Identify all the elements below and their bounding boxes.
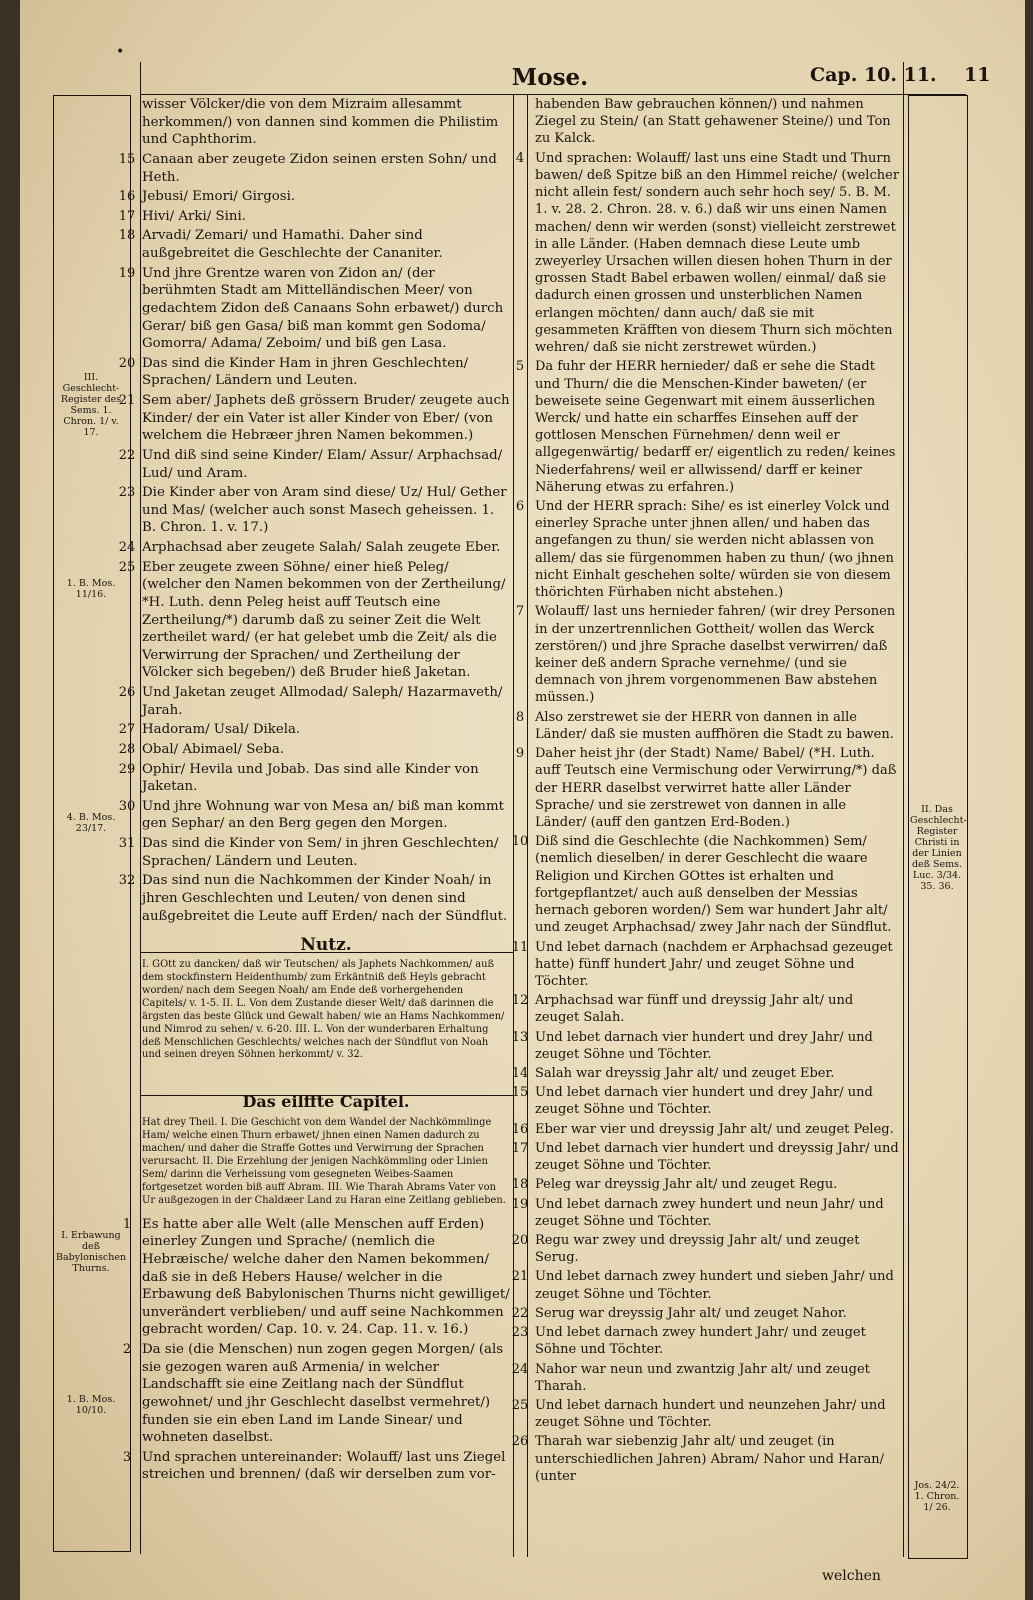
verse-text: Es hatte aber alle Welt (alle Menschen auff Erden) einerley Zungen und Sprache/ (nemlich die Hebræische/ welche daher den Namen bekommen/ daß sie in deß Hebers Hause/ welcher in die Erbawung deß Babylonischen Thurns nicht gewilliget/ unverändert verblieben/ und auff seine Nachkommen gebracht worden/ Cap. 10. v. 24. Cap. 11. v. 16.)	[142, 1216, 510, 1338]
verse-number: 11	[511, 939, 529, 955]
verse-number: 23	[118, 485, 136, 501]
verse	[118, 392, 510, 445]
left-column	[118, 96, 510, 1486]
verse	[511, 1029, 900, 1063]
verse-text: Und lebet darnach zwey hundert und sieben Jahr/ und zeuget Söhne und Töchter.	[535, 1269, 894, 1302]
chapter-heading: Das eilffte Capitel.	[242, 1092, 410, 1112]
verse	[118, 761, 510, 796]
verse	[515, 358, 900, 496]
margin-note-right: II. Das Geschlecht-Register Christi in der Linien deß Sems. Luc. 3/34. 35. 36.	[910, 804, 967, 892]
verse	[511, 992, 900, 1026]
verse-number: 18	[511, 1177, 529, 1193]
verse	[515, 603, 900, 706]
verse-number: 22	[511, 1305, 529, 1321]
verse	[122, 1216, 510, 1339]
verse-text: Arphachsad aber zeugete Salah/ Salah zeugete Eber.	[142, 540, 501, 555]
verse	[511, 1324, 900, 1358]
right-column-rule	[903, 62, 904, 1557]
verse-text: Und lebet darnach vier hundert und drey Jahr/ und zeuget Söhne und Töchter.	[535, 1029, 873, 1062]
verse-number: 25	[118, 559, 136, 575]
verse-text: Das sind die Kinder Ham in jhren Geschlechten/ Sprachen/ Ländern und Leuten.	[142, 355, 469, 389]
verse-number: 28	[118, 741, 136, 757]
verse-text: Regu war zwey und dreyssig Jahr alt/ und zeuget Serug.	[535, 1233, 860, 1266]
verse-text: Da sie (die Menschen) nun zogen gegen Morgen/ (als sie gezogen waren auß Armenia/ in welcher Landschafft sie eine Zeitlang nach der Sündflut gewohnet/ und jhr Geschlecht daselbst vermehret/) funden sie ein eben Land im Lande Sinear/ und wohneten daselbst.	[142, 1342, 504, 1446]
margin-note-left: 1. B. Mos. 10/10.	[66, 1394, 116, 1416]
margin-note-right: Jos. 24/2. 1. Chron. 1/ 26.	[914, 1480, 960, 1513]
verse-text: Arphachsad war fünff und dreyssig Jahr alt/ und zeuget Salah.	[535, 993, 854, 1026]
verse-number: 15	[118, 151, 136, 167]
verse	[515, 150, 900, 357]
verse	[511, 1065, 900, 1082]
left-column-rule	[140, 62, 141, 1554]
verse	[122, 1341, 510, 1447]
verse-text: Wolauff/ last uns hernieder fahren/ (wir drey Personen in der unzertrennlichen Gottheit/ wollen das Werck zerstören/) und jhre Sprache daselbst verwirren/ daß keiner deß andern Sprache vernehme/ (und sie demnach von jhrem vorgenommenen Baw abstehen müssen.)	[535, 604, 896, 706]
verse-number: 7	[515, 604, 525, 620]
verse-text: Jebusi/ Emori/ Girgosi.	[142, 189, 296, 205]
verse-number: 24	[511, 1361, 529, 1377]
verse	[511, 1268, 900, 1302]
verse	[118, 721, 510, 739]
verse-text: Tharah war siebenzig Jahr alt/ und zeuget (in unterschiedlichen Jahren) Abram/ Nahor und Haran/ (unter	[535, 1434, 884, 1484]
verse	[511, 939, 900, 991]
verse-number: 22	[118, 447, 136, 463]
verse-text: Und lebet darnach vier hundert und drey Jahr/ und zeuget Söhne und Töchter.	[535, 1085, 873, 1118]
verse	[511, 1176, 900, 1193]
speck: •	[116, 44, 125, 60]
verse-text: Eber zeugete zween Söhne/ einer hieß Peleg/ (welcher den Namen bekommen von der Zertheilung/ *H. Luth. denn Peleg heist auff Teutsch eine Zertheilung/*) darumb daß zu seiner Zeit die Welt zertheilet ward/ (er hat gelebet umb die Zeit/ als die Verwirrung der Sprachen/ und Zertheilung der Völcker sich begeben/) deß Bruder hieß Jaketan.	[142, 559, 506, 681]
verse-number: 14	[511, 1066, 529, 1082]
verse-text: Und Jaketan zeuget Allmodad/ Saleph/ Hazarmaveth/ Jarah.	[142, 685, 503, 718]
nutz-text: I. GOtt zu dancken/ daß wir Teutschen/ als Japhets Nachkommen/ auß dem stockfinstern Heidenthumb/ zum Erkäntniß deß Heyls gebracht worden/ nach dem Seegen Noah/ am Ende deß vorhergehenden Capitels/ v. 1-5. II. L. Von dem Zustande dieser Welt/ daß darinnen die ärgsten das beste Glück und Gewalt haben/ wie an Hams Nachkommen/ und Nimrod zu sehen/ v. 6-20. III. L. Von der wunderbaren Erhaltung deß Menschlichen Geschlechts/ welches nach der Sündflut von Noah und seinen dreyen Söhnen herkommt/ v. 32.	[142, 959, 505, 1061]
verse	[118, 265, 510, 353]
verse-text: Obal/ Abimael/ Seba.	[142, 741, 285, 757]
verse-number: 18	[118, 228, 136, 244]
verse	[118, 188, 510, 206]
verse-number: 12	[511, 993, 529, 1009]
chapter-reference: Cap. 10. 11.	[810, 64, 937, 86]
verse-text: Und der HERR sprach: Sihe/ es ist einerley Volck und einerley Sprache unter jhnen allen/ und haben das angefangen zu thun/ sie werden nicht ablassen von allem/ das sie fürgenommen haben zu thun/ (wo jhnen nicht Einhalt geschehen solte/ würden sie von diesem thörichten Fürhaben nicht abstehen.)	[535, 499, 894, 601]
verse-text: Und jhre Grentze waren von Zidon an/ (der berühmten Stadt am Mittelländischen Meer/ von gedachtem Zidon deß Canaans Sohn erbawet/) durch Gerar/ biß gen Gasa/ biß man kommt gen Sodoma/ Gomorra/ Adama/ Zeboim/ und biß gen Lasa.	[142, 265, 504, 352]
verse	[118, 539, 510, 557]
margin-note-left: III. Geschlecht-Register des Sems. 1. Chron. 1/ v. 17.	[60, 372, 122, 438]
verse	[511, 1361, 900, 1395]
verse-number: 32	[118, 873, 136, 889]
verse-text: Da fuhr der HERR hernieder/ daß er sehe die Stadt und Thurn/ die die Menschen-Kinder baweten/ (er beweisete seine Gegenwart mit einem äusserlichen Werck/ und hatte ein scharffes Einsehen auff der gottlosen Menschen Fürnehmen/ denn weil er allgegenwärtig/ bedarff er/ eigentlich zu reden/ keines Niederfahrens/ weil er allwissend/ darff er keiner Näherung etwas zu erfahren.)	[535, 359, 896, 495]
running-title: Mose.	[511, 64, 589, 91]
verse-number: 20	[511, 1233, 529, 1248]
verse	[511, 1140, 900, 1174]
verse-number: 10	[511, 834, 529, 850]
verse-number: 19	[511, 1196, 529, 1212]
verse-text: Serug war dreyssig Jahr alt/ und zeuget Nahor.	[535, 1305, 847, 1321]
verse-number: 16	[511, 1121, 529, 1137]
verse-number: 2	[122, 1342, 132, 1358]
verse-text: Und lebet darnach zwey hundert Jahr/ und zeuget Söhne und Töchter.	[535, 1325, 866, 1358]
verse	[515, 745, 900, 831]
verse-text: Und jhre Wohnung war von Mesa an/ biß man kommt gen Sephar/ an den Berg gegen den Morgen.	[142, 798, 504, 832]
verse	[511, 1397, 900, 1431]
verse-number: 24	[118, 540, 136, 555]
verse-text: Und lebet darnach hundert und neunzehen Jahr/ und zeuget Söhne und Töchter.	[535, 1397, 886, 1431]
verse-number: 16	[118, 189, 136, 205]
catchword: welchen	[822, 1568, 881, 1584]
verse	[511, 833, 900, 936]
verse-number: 25	[511, 1397, 529, 1413]
verse-number: 27	[118, 722, 136, 738]
verse	[515, 498, 900, 601]
verse	[118, 208, 510, 226]
verse	[511, 1232, 900, 1266]
verse-text: wisser Völcker/die von dem Mizraim allesammt herkommen/) von dannen sind kommen die Philistim und Caphthorim.	[142, 97, 499, 148]
verse	[118, 227, 510, 262]
verse-number: 26	[511, 1434, 529, 1450]
verse-text: Arvadi/ Zemari/ und Hamathi. Daher sind außgebreitet die Geschlechte der Cananiter.	[142, 228, 443, 261]
verse-text: Und diß sind seine Kinder/ Elam/ Assur/ Arphachsad/ Lud/ und Aram.	[142, 447, 503, 481]
verse-text: Diß sind die Geschlechte (die Nachkommen) Sem/ (nemlich dieselben/ in derer Geschlecht die waare Religion und Kirchen GOttes ist erhalten und fortgepflantzet/ auch auß denselben der Messias hernach geboren worden/) Sem war hundert Jahr alt/ und zeuget Arphachsad/ zwey Jahr nach der Sündflut.	[535, 834, 892, 936]
right-column	[511, 96, 900, 1487]
verse	[118, 447, 510, 482]
verse	[118, 484, 510, 537]
verse-number: 19	[118, 265, 136, 281]
verse-text: Sem aber/ Japhets deß grössern Bruder/ zeugete auch Kinder/ der ein Vater ist aller Kinder von Eber/ (von welchem die Hebræer jhren Namen bekommen.)	[142, 393, 510, 444]
verse-text: Hivi/ Arki/ Sini.	[142, 208, 246, 224]
verse-text: Daher heist jhr (der Stadt) Name/ Babel/ (*H. Luth. auff Teutsch eine Vermischung oder Verwirrung/*) daß der HERR daselbst verwirret hatte aller Länder Sprache/ und sie zerstrewet von dannen in alle Länder/ (auff den gantzen Erd-Boden.)	[535, 746, 897, 830]
verse-number: 3	[122, 1449, 132, 1465]
verse	[118, 872, 510, 925]
verse-number: 17	[511, 1140, 529, 1156]
verse-number: 17	[118, 208, 136, 224]
verse-text: Und sprachen: Wolauff/ last uns eine Stadt und Thurn bawen/ deß Spitze biß an den Himmel reiche/ (welcher nicht allein fest/ sondern auch sehr hoch sey/ 5. B. M. 1. v. 28. 2. Chron. 28. v. 6.) daß wir uns einen Namen machen/ denn wir werden (sonst) vielleicht zerstrewet in alle Länder. (Haben demnach diese Leute umb zweyerley Ursachen willen diesen hohen Thurn in der grossen Stadt Babel erbawen wollen/ einmal/ daß sie dadurch einen grossen und unsterblichen Namen erlangen möchten/ dann auch/ daß sie mit gesammeten Kräfften von diesem Thurn sich möchten wehren/ daß sie nicht zerstrewet würden.)	[535, 150, 900, 356]
verse-number: 21	[118, 393, 136, 408]
verse-text: Nahor war neun und zwantzig Jahr alt/ und zeuget Tharah.	[535, 1361, 870, 1394]
verse-text: Eber war vier und dreyssig Jahr alt/ und zeuget Peleg.	[535, 1121, 894, 1137]
verse	[122, 1449, 510, 1484]
verse-number: 30	[118, 798, 136, 814]
verse	[118, 684, 510, 719]
verse-number: 23	[511, 1325, 529, 1341]
verse-number: 8	[515, 709, 525, 725]
verse-text: habenden Baw gebrauchen können/) und nahmen Ziegel zu Stein/ (an Statt gehawener Steine/) und Ton zu Kalck.	[535, 97, 891, 147]
verse-number: 1	[122, 1216, 132, 1232]
verse-number: 31	[118, 836, 136, 851]
verse-number: 5	[515, 359, 525, 375]
verse-number: 4	[515, 150, 525, 166]
verse	[511, 1305, 900, 1322]
verse-number: 9	[515, 746, 525, 762]
margin-note-left: 1. B. Mos. 11/16.	[66, 578, 116, 600]
margin-note-left: I. Erbawung deß Babylonischen Thurns.	[56, 1230, 127, 1274]
verse-text: Also zerstrewet sie der HERR von dannen in alle Länder/ daß sie musten auffhören die Stadt zu bawen.	[535, 709, 894, 742]
verse	[511, 1121, 900, 1138]
chapter-summary: Hat drey Theil. I. Die Geschicht von dem Wandel der Nachkömmlinge Ham/ welche einen Thurn erbawet/ jhnen einen Namen dadurch zu machen/ und daher die Straffe Gottes und Verwirrung der Sprachen verursacht. II. Die Erzehlung der jenigen Nachkömmling oder Linien Sem/ darinn die Verheissung vom gesegneten Weibes-Saamen fortgesetzet worden biß auff Abram. III. Wie Tharah Abrams Vater von Ur außgezogen in der Chaldæer Land zu Haran eine Zeitlang geblieben.	[142, 1117, 506, 1206]
verse	[118, 798, 510, 833]
nutz-heading: Nutz.	[300, 935, 352, 956]
verse-text: Hadoram/ Usal/ Dikela.	[142, 722, 301, 738]
bible-page	[20, 0, 1025, 1600]
verse	[515, 709, 900, 743]
verse-number: 21	[511, 1269, 529, 1285]
verse-text: Die Kinder aber von Aram sind diese/ Uz/ Hul/ Gether und Mas/ (welcher auch sonst Masech geheissen. 1. B. Chron. 1. v. 17.)	[142, 485, 507, 536]
verse-text: Salah war dreyssig Jahr alt/ und zeuget Eber.	[535, 1066, 835, 1082]
header-rule	[140, 94, 966, 95]
chapter-11-verses-continued	[511, 96, 900, 1485]
verse-text: Das sind nun die Nachkommen der Kinder Noah/ in jhren Geschlechten und Leuten/ von denen sind außgebreitet die Leute auff Erden/ nach der Sündflut.	[142, 873, 508, 924]
verse-text: Canaan aber zeugete Zidon seinen ersten Sohn/ und Heth.	[142, 151, 497, 185]
verse	[118, 835, 510, 870]
verse-text: Das sind die Kinder von Sem/ in jhren Geschlechten/ Sprachen/ Ländern und Leuten.	[142, 836, 499, 869]
verse-text: Und sprachen untereinander: Wolauff/ last uns Ziegel streichen und brennen/ (daß wir derselben zum vor-	[142, 1449, 506, 1483]
verse-number: 20	[118, 355, 136, 371]
verse	[535, 96, 900, 148]
verse-number: 15	[511, 1085, 529, 1101]
verse	[142, 96, 510, 149]
verse	[118, 355, 510, 390]
verse	[118, 151, 510, 186]
chapter-10-verses	[118, 96, 510, 925]
verse-number: 26	[118, 685, 136, 700]
verse-text: Peleg war dreyssig Jahr alt/ und zeuget Regu.	[535, 1177, 838, 1193]
verse-number: 29	[118, 761, 136, 777]
margin-note-left: 4. B. Mos. 23/17.	[66, 812, 116, 834]
verse	[118, 741, 510, 759]
verse-number: 13	[511, 1029, 529, 1045]
verse	[511, 1084, 900, 1118]
verse-text: Ophir/ Hevila und Jobab. Das sind alle Kinder von Jaketan.	[142, 761, 479, 795]
verse-text: Und lebet darnach (nachdem er Arphachsad gezeuget hatte) fünff hundert Jahr/ und zeuget Söhne und Töchter.	[535, 939, 893, 989]
page-number: 11	[964, 64, 991, 86]
verse-text: Und lebet darnach vier hundert und dreyssig Jahr/ und zeuget Söhne und Töchter.	[535, 1140, 899, 1174]
verse-number: 6	[515, 499, 525, 515]
verse-text: Und lebet darnach zwey hundert und neun Jahr/ und zeuget Söhne und Töchter.	[535, 1196, 884, 1229]
verse	[118, 559, 510, 682]
verse	[511, 1433, 900, 1485]
verse	[511, 1196, 900, 1230]
chapter-11-verses	[122, 1216, 510, 1484]
